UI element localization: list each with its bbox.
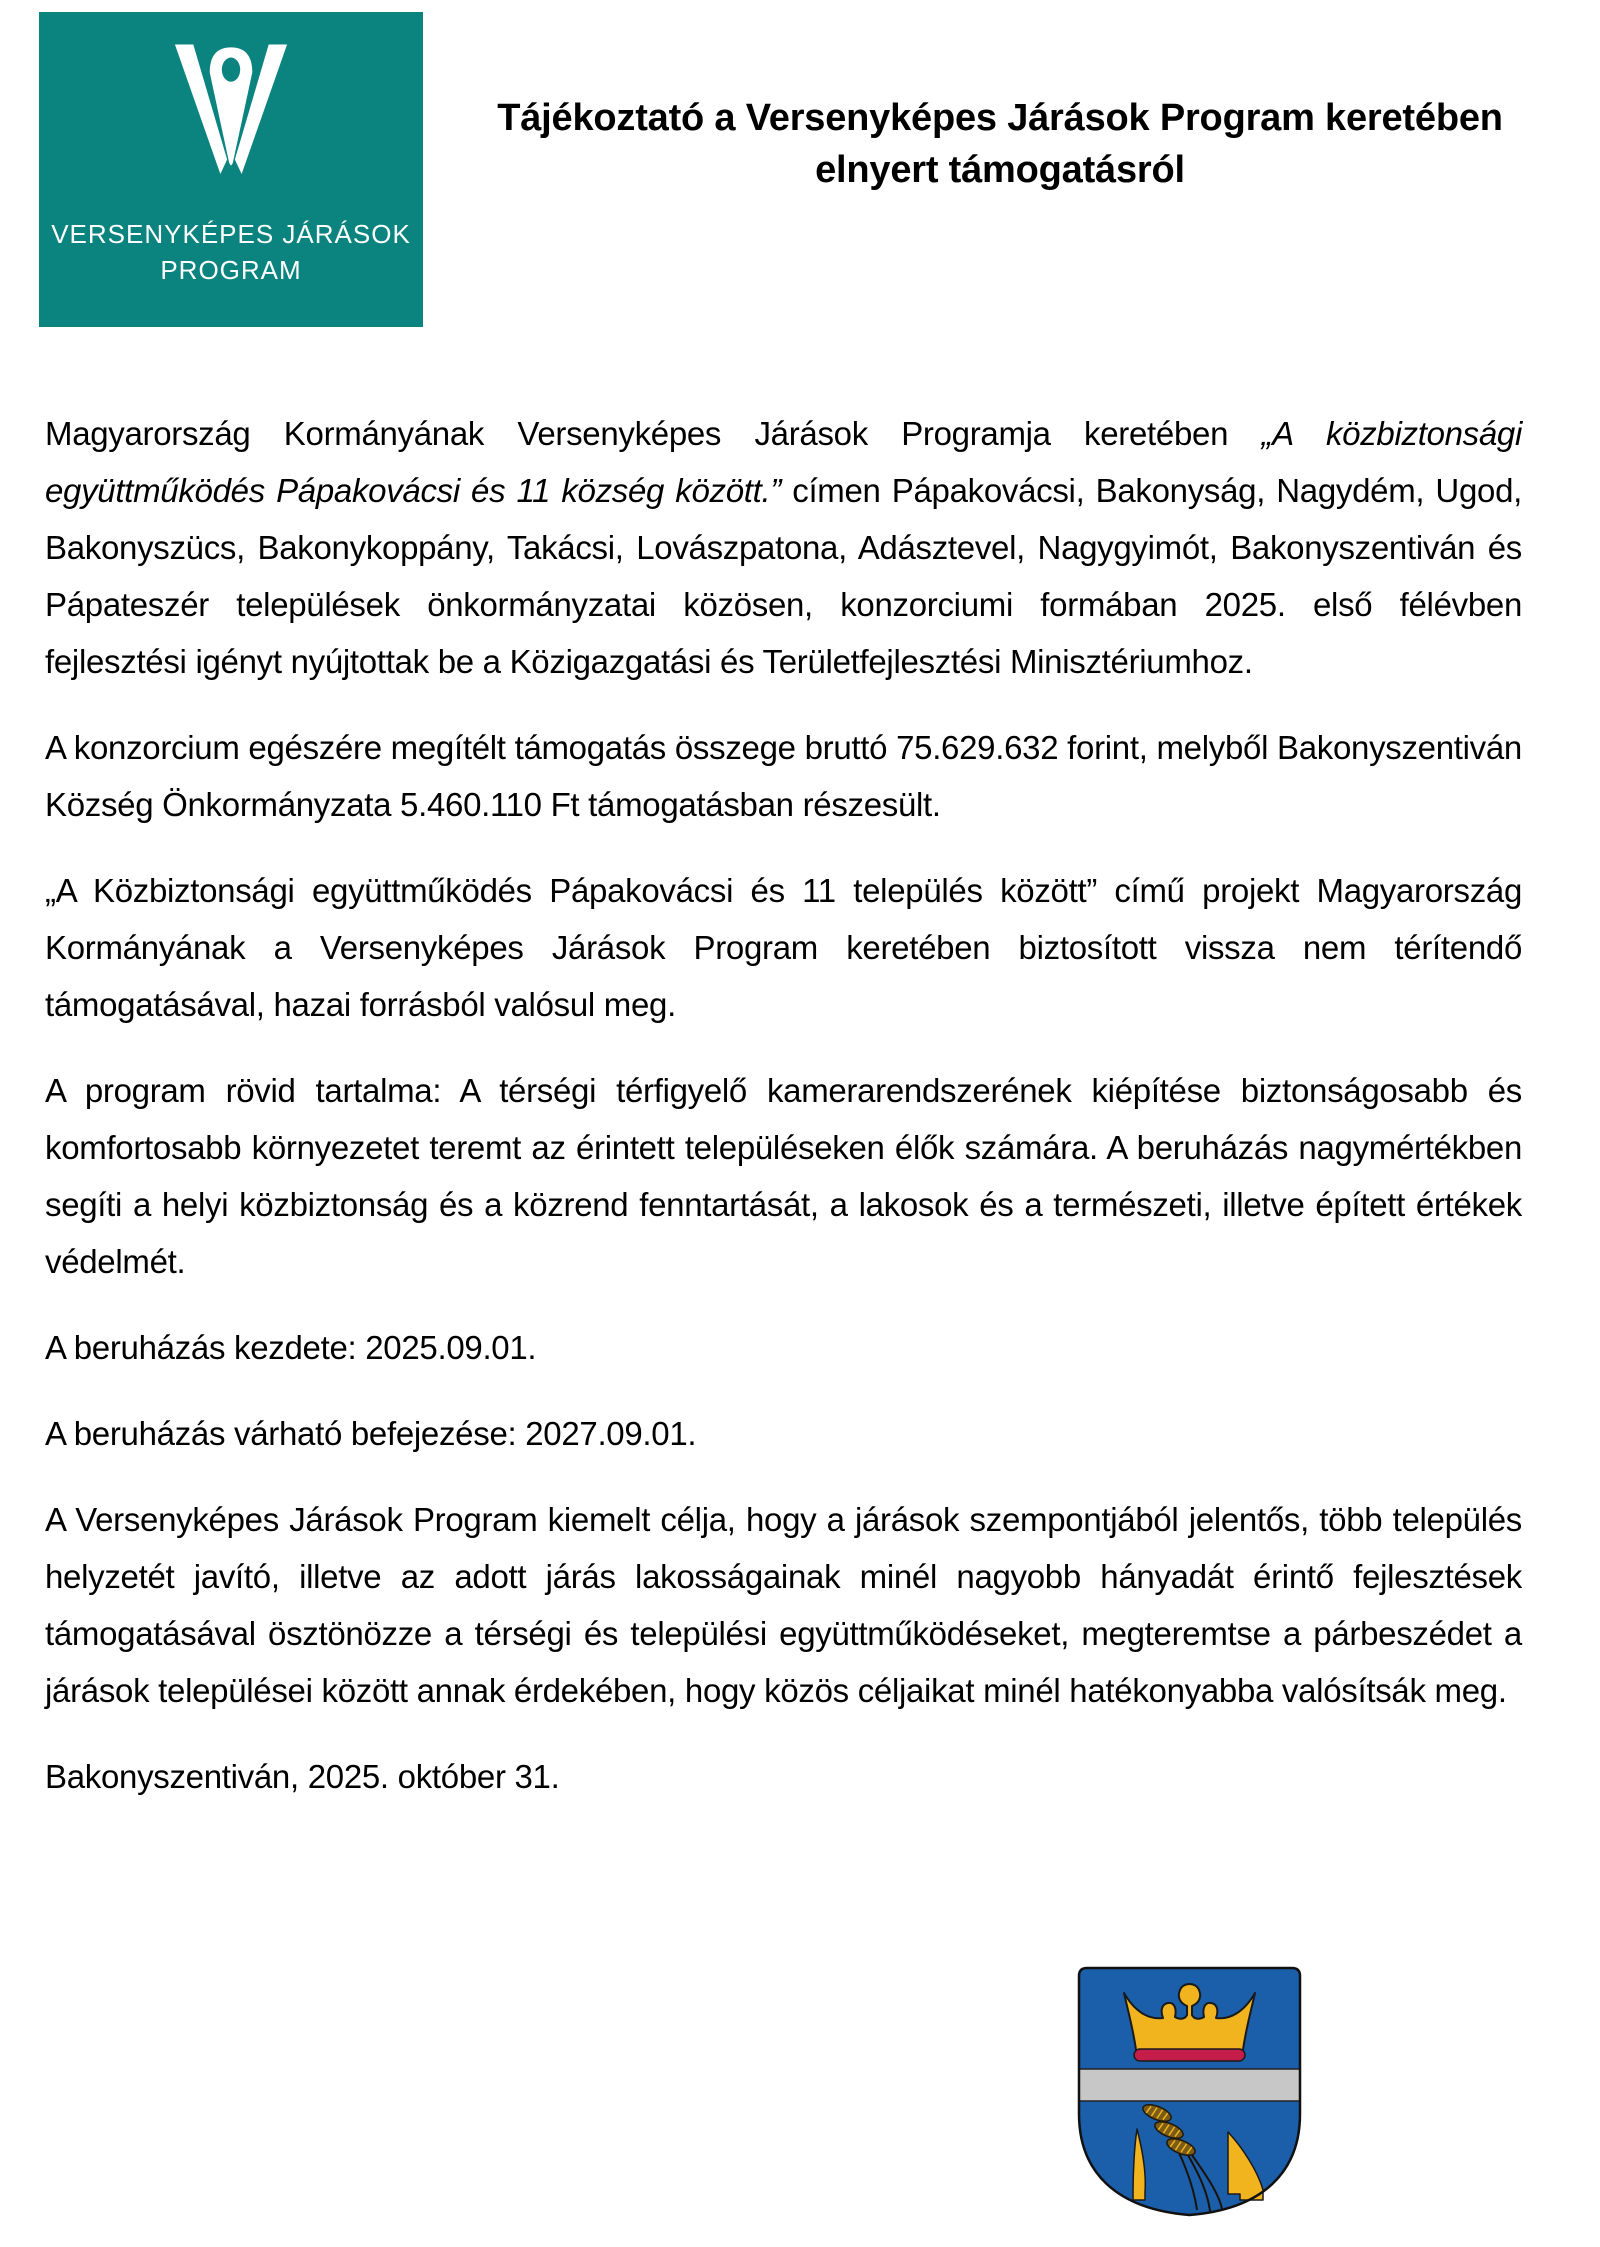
paragraph-grant-amount: A konzorcium egészére megítélt támogatás összege bruttó 75.629.632 forint, melyből Bakonyszentiván Község Önkormányzata 5.460.110 Ft támogatásban részesült. <box>45 729 1522 823</box>
versenykepes-jarasok-program-logo <box>39 12 423 327</box>
document-body <box>45 405 1522 1834</box>
date-line: Bakonyszentiván, 2025. október 31. <box>45 1758 560 1795</box>
logo-text-line2: PROGRAM <box>160 255 302 285</box>
project-title-quote: „A közbiztonsági együttműködés Pápakovácsi és 11 község között.” <box>45 415 1523 509</box>
page-title-line2: elnyert támogatásról <box>815 149 1185 191</box>
paragraph-start-date: A beruházás kezdete: 2025.09.01. <box>45 1329 537 1366</box>
paragraph-intro-start: Magyarország Kormányának Versenyképes Járások Programja keretében <box>45 415 1262 452</box>
page-title <box>420 92 1580 196</box>
paragraph-project-funding: „A Közbiztonsági együttműködés Pápakovácsi és 11 település között” című projekt Magyarország Kormányának a Versenyképes Járások Program keretében biztosított vissza nem térítendő támogatásával, hazai forrásból valósul meg. <box>45 872 1522 1023</box>
paragraph-intro-end: címen Pápakovácsi, Bakonyság, Nagydém, Ugod, Bakonyszücs, Bakonykoppány, Takácsi, Lovászpatona, Adásztevel, Nagygyimót, Bakonyszentiván és Pápateszér települések önkormányzatai közösen, konzorciumi formában 2025. első félévben fejlesztési igényt nyújtottak be a Közigazgatási és Területfejlesztési Minisztériumhoz. <box>45 472 1522 680</box>
paragraph-program-goal: A Versenyképes Járások Program kiemelt célja, hogy a járások szempontjából jelentős, több település helyzetét javító, illetve az adott járás lakosságainak minél nagyobb hányadát érintő fejlesztések támogatásával ösztönözze a térségi és települési együttműködéseket, megteremtse a párbeszédet a járások települései között annak érdekében, hogy közös céljaikat minél hatékonyabba valósítsák meg. <box>45 1501 1522 1709</box>
paragraph-program-summary: A program rövid tartalma: A térségi térfigyelő kamerarendszerének kiépítése biztonságosabb és komfortosabb környezetet teremt az érintett településeken élők számára. A beruházás nagymértékben segíti a helyi közbiztonság és a közrend fenntartását, a lakosok és a természeti, illetve épített értékek védelmét. <box>45 1072 1522 1280</box>
coat-of-arms-image <box>1077 1965 1302 2220</box>
paragraph-end-date: A beruházás várható befejezése: 2027.09.01. <box>45 1415 697 1452</box>
page-title-line1: Tájékoztató a Versenyképes Járások Program keretében <box>497 97 1503 139</box>
paragraph-intro <box>45 405 1522 690</box>
location-pin-v-icon <box>173 38 289 196</box>
logo-text-line1: VERSENYKÉPES JÁRÁSOK <box>51 219 411 249</box>
